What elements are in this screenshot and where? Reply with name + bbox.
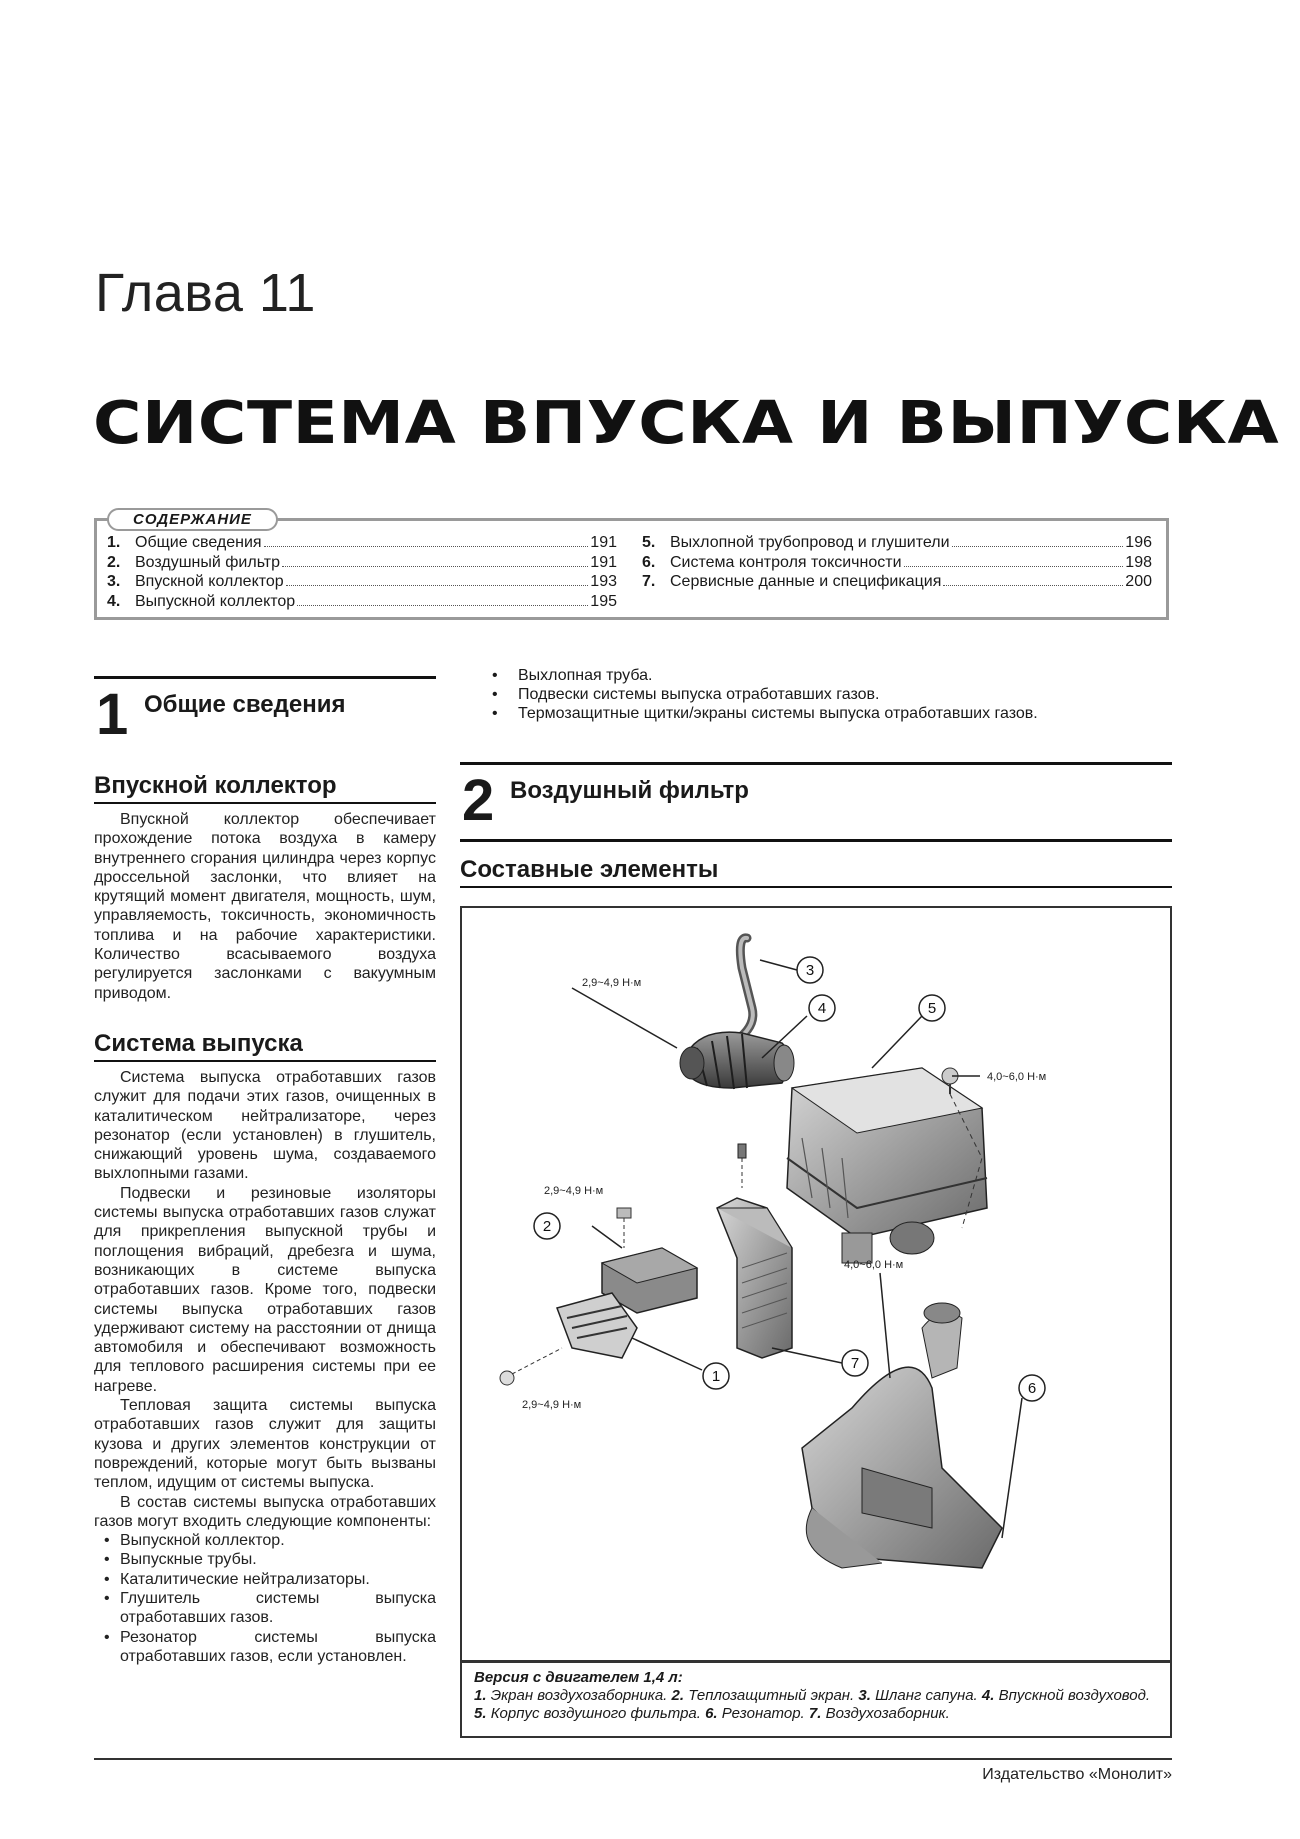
exhaust-components-continued <box>482 666 1172 723</box>
exhaust-text: Система выпуска отработавших газов служит для подачи этих газов, очищенных в каталитическом нейтрализаторе, через резонатор (если установлен) в глушитель, снижающий уровень шума, создаваемого выхлопными газами. Подвески и резиновые изоляторы системы выпуска отработавших газов служат для прикрепления выпускной трубы и поглощения вибраций, дребезга и шума, возникающих в системе выпуска отработавших газов. Кроме того, подвески системы выпуска отработавших газов удерживают систему на расстоянии от днища автомобиля и обеспечивают возможность для теплового расширения системы при ее нагреве. Тепловая защита системы выпуска отработавших газов служит для защиты кузова и других элементов конструкции от повреждений, которые могут быть вызваны теплом, идущим от системы выпуска. В состав системы выпуска отработавших газов могут входить следующие компоненты: • Выпускной коллектор. • Выпускные трубы. • Каталитические нейтрализаторы. • Глушитель системы выпуска отработавших газов. • Резонатор системы выпуска отработавших газов, если установлен. <box>94 1068 436 1666</box>
chapter-title: СИСТЕМА ВПУСКА И ВЫПУСКА <box>93 388 1280 457</box>
list-item: • Каталитические нейтрализаторы. <box>94 1570 436 1589</box>
chapter-label: Глава 11 <box>95 263 316 323</box>
components-heading: Составные элементы <box>460 856 1172 888</box>
intake-heading: Впускной коллектор <box>94 772 436 804</box>
footer-divider <box>94 1758 1172 1760</box>
toc-entry[interactable]: 1. Общие сведения 191 <box>107 534 617 551</box>
exhaust-heading: Система выпуска <box>94 1030 436 1062</box>
torque-label: 2,9~4,9 Н·м <box>522 1399 582 1411</box>
intake-screen <box>500 1293 637 1385</box>
torque-label: 4,0~6,0 Н·м <box>844 1259 904 1271</box>
torque-label: 4,0~6,0 Н·м <box>987 1071 1047 1083</box>
torque-label: 2,9~4,9 Н·м <box>544 1185 604 1197</box>
callout-1: 1 <box>711 1368 721 1385</box>
air-filter-housing <box>787 1068 987 1263</box>
callout-2: 2 <box>542 1218 552 1235</box>
list-item: • Выпускной коллектор. <box>94 1531 436 1550</box>
toc-entry[interactable]: 6. Система контроля токсичности 198 <box>642 553 1152 571</box>
intake-paragraph: Впускной коллектор обеспечивает прохождение потока воздуха в камеру внутреннего сгорания цилиндра через корпус дроссельной заслонки, что влияет на крутящий момент двигателя, мощность, шум, управляемость, токсичность, экономичность топлива и на рабочие характеристики. Количество всасываемого воздуха регулируется заслонками с вакуумным приводом. <box>94 811 436 1002</box>
list-item: • Выхлопная труба. <box>482 666 1172 685</box>
table-of-contents <box>94 511 1169 620</box>
toc-entry[interactable]: 3. Впускной коллектор 193 <box>107 573 617 590</box>
figure-caption <box>460 1662 1172 1738</box>
caption-title: Версия с двигателем 1,4 л: <box>474 1669 683 1686</box>
callout-5: 5 <box>927 1000 937 1017</box>
toc-entry[interactable]: 4. Выпускной коллектор 195 <box>107 592 617 610</box>
callout-4: 4 <box>817 1000 827 1017</box>
list-item: • Резонатор системы выпуска отработавших газов, если установлен. <box>94 1628 436 1667</box>
section-1-header <box>94 676 436 756</box>
list-item: • Подвески системы выпуска отработавших газов. <box>482 685 1172 704</box>
resonator <box>802 1303 1002 1568</box>
components-list <box>94 1531 436 1666</box>
section-2-header <box>460 762 1172 842</box>
section-number: 1 <box>96 682 129 747</box>
list-item: • Выпускные трубы. <box>94 1550 436 1569</box>
callout-7: 7 <box>850 1355 860 1372</box>
intake-duct <box>680 1032 794 1089</box>
toc-right-column <box>642 533 1152 592</box>
air-filter-diagram <box>460 906 1172 1662</box>
toc-entry[interactable]: 2. Воздушный фильтр 191 <box>107 553 617 571</box>
callout-3: 3 <box>805 962 815 979</box>
exploded-view-drawing <box>462 908 1170 1660</box>
air-intake <box>717 1198 792 1358</box>
toc-entry[interactable]: 5. Выхлопной трубопровод и глушители 196 <box>642 534 1152 551</box>
toc-label: СОДЕРЖАНИЕ <box>107 508 278 531</box>
torque-label: 2,9~4,9 Н·м <box>582 977 642 989</box>
caption-items: 1. Экран воздухозаборника. 2. Теплозащитный экран. 3. Шланг сапуна. 4. Впускной воздуховод. 5. Корпус воздушного фильтра. 6. Резонатор. 7. Воздухозаборник. <box>474 1687 1151 1722</box>
callout-6: 6 <box>1027 1380 1037 1397</box>
toc-entry[interactable]: 7. Сервисные данные и спецификация 200 <box>642 573 1152 590</box>
section-number: 2 <box>462 768 495 833</box>
list-item: • Глушитель системы выпуска отработавших газов. <box>94 1589 436 1628</box>
section-title: Общие сведения <box>144 691 346 718</box>
publisher-footer: Издательство «Монолит» <box>982 1766 1172 1783</box>
heat-shield <box>602 1208 697 1313</box>
section-title: Воздушный фильтр <box>510 777 749 804</box>
toc-left-column <box>107 533 617 611</box>
list-item: • Термозащитные щитки/экраны системы выпуска отработавших газов. <box>482 704 1172 723</box>
